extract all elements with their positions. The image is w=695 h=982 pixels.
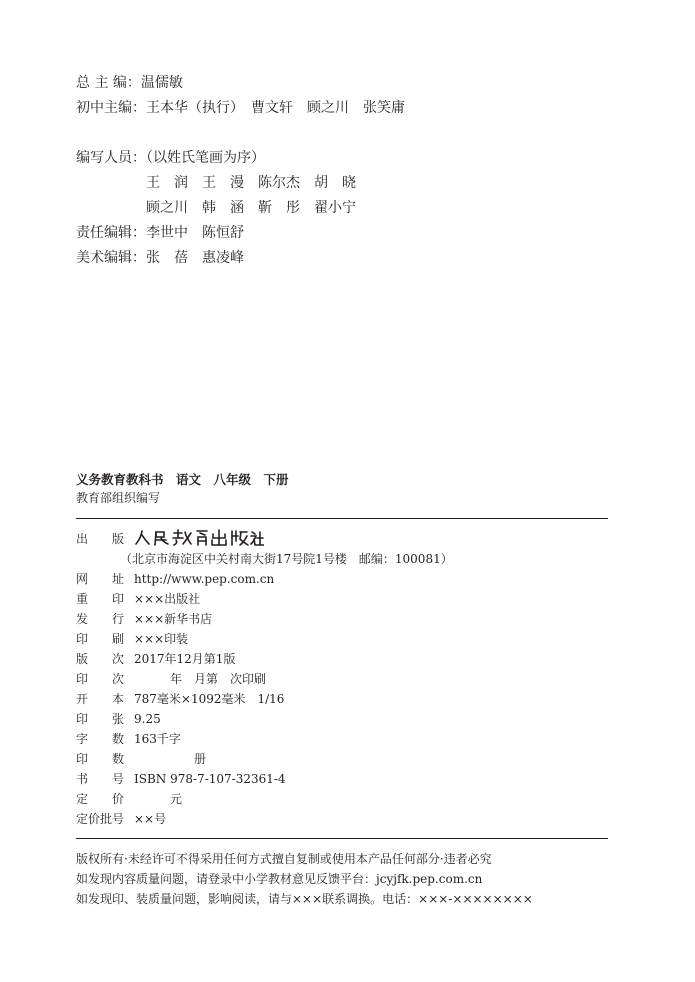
authors-line-1: 王 润 王 漫 陈尔杰 胡 晓 (146, 175, 356, 191)
row-label-edition: 版 次 (76, 652, 125, 666)
row-value-word-count: 163千字 (134, 732, 181, 746)
feedback-notice: 如发现内容质量问题，请登录中小学教材意见反馈平台：jcyjfk.pep.com.cn (76, 872, 483, 886)
row-label-website: 网 址 (76, 572, 125, 586)
row-label-impression: 印 次 (76, 672, 125, 686)
copyright-notice: 版权所有·未经许可不得采用任何方式擅自复制或使用本产品任何部分·违者必究 (76, 852, 492, 866)
row-label-isbn: 书 号 (76, 772, 125, 786)
row-value-isbn: ISBN 978-7-107-32361-4 (134, 772, 286, 786)
row-label-printing: 印 刷 (76, 632, 125, 646)
row-label-price-approval: 定价批号 (76, 812, 125, 826)
authors-line-2: 顾之川 韩 涵 靳 彤 翟小宁 (146, 200, 356, 216)
compiler: 教育部组织编写 (76, 491, 161, 505)
row-value-reprint: ×××出版社 (134, 592, 201, 606)
row-value-price-approval: ××号 (134, 812, 167, 826)
row-value-sheets: 9.25 (134, 712, 161, 726)
junior-chief-editor-line: 初中主编：王本华（执行） 曹文轩 顾之川 张笑庸 (76, 100, 405, 116)
row-value-print-run: 册 (134, 752, 207, 766)
row-label-print-run: 印 数 (76, 752, 125, 766)
publisher-label: 出 版 (76, 532, 125, 546)
book-title: 义务教育教科书 语文 八年级 下册 (76, 472, 289, 487)
printing-issue-notice: 如发现印、装质量问题，影响阅读，请与×××联系调换。电话：×××-×××××××× (76, 892, 533, 906)
row-value-distribution: ×××新华书店 (134, 612, 213, 626)
publisher-address: （北京市海淀区中关村南大街17号院1号楼 邮编：100081） (120, 552, 453, 566)
row-label-reprint: 重 印 (76, 592, 125, 606)
row-value-format: 787毫米×1092毫米 1/16 (134, 692, 285, 706)
publisher-logo (134, 529, 264, 547)
bottom-rule (76, 838, 608, 839)
row-value-printing: ×××印装 (134, 632, 189, 646)
authors-heading: 编写人员：（以姓氏笔画为序） (76, 150, 265, 166)
row-label-sheets: 印 张 (76, 712, 125, 726)
row-label-price: 定 价 (76, 792, 125, 806)
responsible-editor-line: 责任编辑：李世中 陈恒舒 (76, 225, 244, 241)
chief-editor-line: 总 主 编：温儒敏 (76, 75, 183, 91)
row-value-price: 元 (134, 792, 183, 806)
row-label-distribution: 发 行 (76, 612, 125, 626)
row-value-impression: 年 月第 次印刷 (134, 672, 267, 686)
row-label-word-count: 字 数 (76, 732, 125, 746)
row-value-edition: 2017年12月第1版 (134, 652, 236, 666)
row-label-format: 开 本 (76, 692, 125, 706)
top-rule (76, 518, 608, 519)
row-value-website: http://www.pep.com.cn (134, 572, 275, 586)
art-editor-line: 美术编辑：张 蓓 惠凌峰 (76, 250, 244, 266)
